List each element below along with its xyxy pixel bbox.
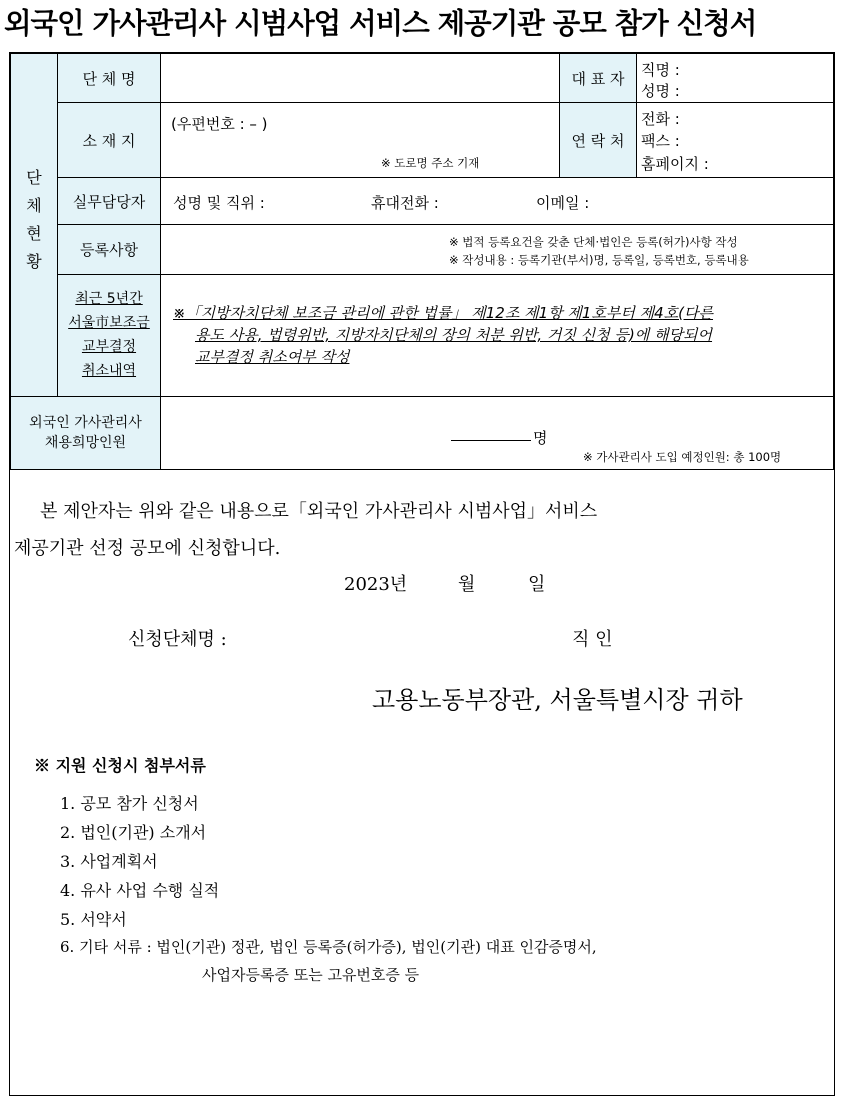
hire-blank-line (451, 439, 531, 441)
cancel-note-1: ※「지방자치단체 보조금 관리에 관한 법률」 제12조 제1항 제1호부터 제4호(다른 (173, 304, 714, 322)
cancel-note-3: 교부결정 취소여부 작성 (195, 348, 350, 366)
cancel-label-3: 교부결정 (81, 339, 137, 355)
hire-label (10, 396, 161, 470)
attachment-6: 6. 기타 서류 : 법인(기관) 정관, 법인 등록증(허가증), 법인(기관) 대표 인감증명서, (60, 938, 597, 956)
staff-name: 성명 및 직위 : (173, 194, 265, 212)
applicant-label: 신청단체명 : (128, 629, 227, 650)
page-title: 외국인 가사관리사 시범사업 서비스 제공기관 공모 참가 신청서 (4, 7, 757, 40)
staff-mobile: 휴대전화 : (371, 194, 439, 212)
date-day: 일 (528, 574, 546, 595)
road-address-note: ※ 도로명 주소 기재 (381, 156, 480, 170)
hire-note: ※ 가사관리사 도입 예정인원: 총 100명 (583, 450, 782, 464)
staff-label: 실무담당자 (57, 177, 161, 225)
org-name-label: 단 체 명 (57, 53, 161, 103)
section-label (10, 53, 58, 397)
attachment-3: 3. 사업계획서 (60, 852, 158, 871)
contact-field[interactable] (636, 102, 834, 178)
attachment-4: 4. 유사 사업 수행 실적 (60, 881, 220, 900)
address-field[interactable] (160, 102, 560, 178)
rep-name: 성명 : (641, 82, 680, 100)
form-frame (9, 52, 835, 1096)
reg-note-2: ※ 작성내용 : 등록기관(부서)명, 등록일, 등록번호, 등록내용 (449, 253, 749, 267)
staff-field[interactable] (160, 177, 834, 225)
cancel-label (57, 274, 161, 397)
cancel-label-4: 취소내역 (81, 363, 137, 379)
hire-label-2: 채용희망인원 (44, 435, 127, 451)
attachment-1: 1. 공모 참가 신청서 (60, 794, 199, 813)
cancel-label-1: 최근 5년간 (75, 291, 143, 307)
statement-line-1: 본 제안자는 위와 같은 내용으로「외국인 가사관리사 시범사업」서비스 (40, 501, 598, 522)
section-label-text: 단 체 현 황 (26, 168, 42, 271)
reg-note-1: ※ 법적 등록요건을 갖춘 단체·법인은 등록(허가)사항 작성 (449, 235, 738, 249)
rep-label: 대 표 자 (559, 53, 637, 103)
hire-field[interactable] (160, 396, 834, 470)
rep-field[interactable] (636, 53, 834, 103)
hire-unit: 명 (533, 429, 548, 447)
rep-position: 직명 : (641, 61, 680, 79)
postal-code: (우편번호 : – ) (171, 115, 268, 133)
attachments-title: ※ 지원 신청시 첨부서류 (34, 756, 206, 775)
cancel-label-2: 서울市보조금 (68, 315, 150, 331)
fax: 팩스 : (641, 132, 680, 150)
reg-field[interactable] (160, 224, 834, 275)
statement-line-2: 제공기관 선정 공모에 신청합니다. (14, 538, 281, 559)
date-month: 월 (458, 574, 476, 595)
reg-label: 등록사항 (57, 224, 161, 275)
cancel-field[interactable] (160, 274, 834, 397)
org-name-field[interactable] (160, 53, 560, 103)
attachment-2: 2. 법인(기관) 소개서 (60, 823, 207, 842)
homepage: 홈페이지 : (641, 155, 709, 173)
seal-label: 직 인 (572, 629, 613, 650)
addressee: 고용노동부장관, 서울특별시장 귀하 (372, 686, 743, 714)
hire-label-1: 외국인 가사관리사 (29, 415, 142, 431)
staff-email: 이메일 : (536, 194, 590, 212)
attachment-5: 5. 서약서 (60, 910, 127, 929)
contact-label: 연 락 처 (559, 102, 637, 178)
cancel-note-2: 용도 사용, 법령위반, 지방자치단체의 장의 처분 위반, 거짓 신청 등)에 해당되어 (195, 326, 713, 344)
phone: 전화 : (641, 110, 680, 128)
address-label: 소 재 지 (57, 102, 161, 178)
attachment-6-continued: 사업자등록증 또는 고유번호증 등 (202, 966, 420, 984)
date-year: 2023년 (344, 574, 408, 595)
